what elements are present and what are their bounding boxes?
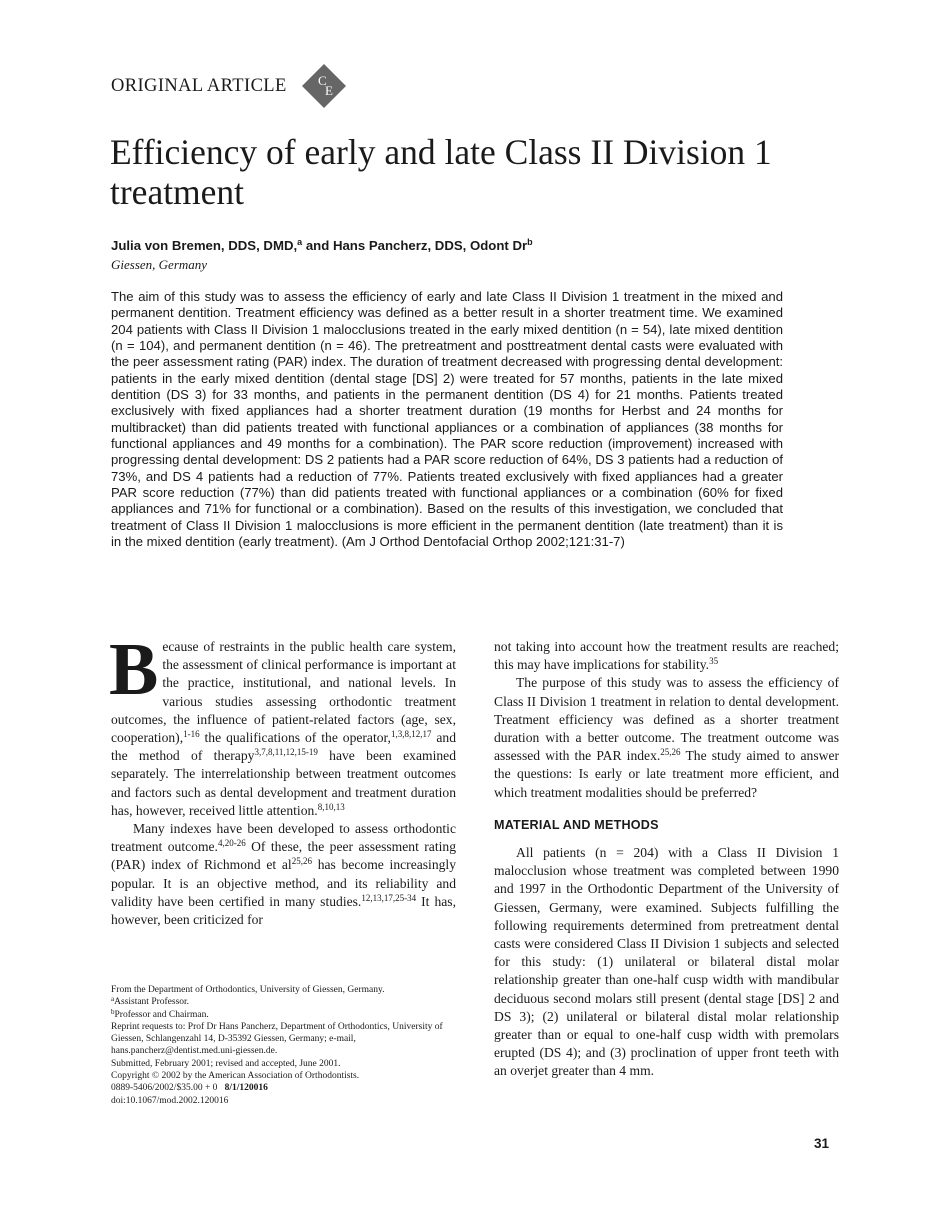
section-label: ORIGINAL ARTICLE (111, 75, 287, 96)
author-1-mark: a (297, 237, 303, 247)
ce-badge-icon (301, 63, 347, 109)
methods-paragraph: All patients (n = 204) with a Class II Division 1 malocclusion whose treatment was completed between 1990 and 1997 in the Orthodontic Department of the University of Giessen, Germany, were examined. Subjects fulfilling the following requirements determined from pretreatment dental casts were considered Class II Division 1 subjects and selected for this study: (1) unilateral or bilateral distal molar relationship greater than one-half cusp width with mandibular deciduous second molars still present (dental stage [DS] 2 and DS 3); (2) unilateral or bilateral distal molar relationship greater than or equal to one-half cusp width with premolars erupted (DS 4); and (3) proclination of upper front teeth with an overjet greater than 4 mm. (494, 845, 839, 1079)
footnote-price: 0889-5406/2002/$35.00 + 0 8/1/120016 (111, 1083, 268, 1094)
author-2: Hans Pancherz, DDS, Odont Dr (332, 238, 528, 253)
intro-paragraph: Because of restraints in the public health care system, the assessment of clinical performance is important at the practice, institutional, and national levels. In various studies assessing orthodontic treatment outcomes, the influence of patient-related factors (age, sex, cooperation),$^{1-16}$ the qualifications of the operator,$^{1,3,8,12,17}$ and the method of therapy$^{3,7,8,11,12,15-19}$ have been examined separately. The interrelationship between treatment outcomes and factors such as dental development and treatment duration has, however, received little attention.$^{8,10,13}$ (109, 629, 456, 818)
indexes-paragraph: Many indexes have been developed to assess orthodontic treatment outcome.$^{4,20-26}$ Of these, the peer assessment rating (PAR) index of Richmond et al$^{25,26}$ has become increasingly popular. It is an objective method, and its reliability and validity have been certified in many studies.$^{12,13,17,25-34}$ It has, however, been criticized for (111, 821, 456, 928)
body-column-left (109, 629, 456, 929)
methods-heading: MATERIAL AND METHODS (494, 817, 659, 832)
badge-letter-c: C (317, 73, 327, 88)
footnote-department: From the Department of Orthodontics, University of Giessen, Germany. (111, 985, 385, 995)
citation: 12,13,17,25-34 (361, 892, 417, 903)
page-number: 31 (814, 1136, 830, 1151)
author-1: Julia von Bremen, DDS, DMD, (111, 238, 298, 253)
article-title: Efficiency of early and late Class II Division 1 treatment (110, 132, 772, 212)
citation: 1-16 (183, 729, 200, 740)
citation: 1,3,8,12,17 (390, 729, 432, 740)
footnote-doi: doi:10.1067/mod.2002.120016 (111, 1095, 229, 1106)
footnotes (111, 984, 456, 1107)
citation: 4,20-26 (217, 838, 246, 849)
indexes-paragraph-continued: not taking into account how the treatment results are reached; this may have implications for stability.$^{35}$ (494, 639, 839, 673)
author-connector: and (302, 238, 333, 253)
citation: 8,10,13 (317, 801, 345, 812)
citation: 25,26 (660, 747, 681, 758)
body-column-right (494, 638, 839, 1081)
footnote-submitted: Submitted, February 2001; revised and accepted, June 2001. (111, 1058, 341, 1069)
citation: 35 (709, 656, 719, 667)
purpose-paragraph: The purpose of this study was to assess the efficiency of Class II Division 1 treatment in relation to dental development. Treatment efficiency was defined as a shorter treatment duration with a better outcome. The treatment outcome was assessed with the PAR index.$^{25,26}$ The study aimed to answer the questions: Is early or late treatment more efficient, and which treatment modalities should be preferred? (494, 675, 839, 800)
footnote-b: $^b$Professor and Chairman. (111, 1007, 209, 1020)
abstract: The aim of this study was to assess the efficiency of early and late Class II Division 1 treatment in the mixed and permanent dentition. Treatment efficiency was defined as a better result in a shorter treatment time. We examined 204 patients with Class II Division 1 malocclusions treated in the early mixed dentition (n = 54), late mixed dentition (n = 104), and permanent dentition (n = 46). The pretreatment and posttreatment dental casts were evaluated with the peer assessment rating (PAR) index. The duration of treatment decreased with progressing dental development: patients in the early mixed dentition (dental stage [DS] 2) were treated for 57 months, patients in the late mixed dentition (DS 3) for 33 months, and patients in the permanent dentition (DS 4) for 21 months. Patients treated exclusively with fixed appliances had a shorter treatment duration (19 months for Herbst and 24 months for multibracket) than did patients treated with functional appliances or a combination of appliances (38 months for functional appliances and 49 months for a combination). The PAR score reduction (improvement) increased with progressing dental development: DS 2 patients had a PAR score reduction of 64%, DS 3 patients had a reduction of 73%, and DS 4 patients had a reduction of 77%. Patients treated exclusively with fixed appliances had a greater PAR score reduction (77%) than did patients treated with functional appliances or a combination (60% for fixed appliances and 71% for functional or a combination). Based on the results of this investigation, we concluded that treatment of Class II Division 1 malocclusions is more efficient in the permanent dentition (late treatment) than it is in the mixed dentition (early treatment). (Am J Orthod Dentofacial Orthop 2002;121:31-7) (111, 289, 783, 550)
author-location: Giessen, Germany (111, 257, 208, 272)
footnote-a: $^a$Assistant Professor. (111, 995, 190, 1008)
drop-cap: B (109, 629, 159, 711)
article-header (111, 66, 347, 106)
badge-letter-e: E (324, 83, 333, 98)
author-2-mark: b (527, 237, 533, 247)
footnote-copyright: Copyright © 2002 by the American Association of Orthodontists. (111, 1071, 360, 1082)
footnote-reprint: Reprint requests to: Prof Dr Hans Pancherz, Department of Orthodontics, University of Giessen, Schlangenzahl 14, D-35392 Giessen, Germany; e-mail, hans.pancherz@dentist.med.uni-giessen.de. (111, 1021, 443, 1057)
citation: 3,7,8,11,12,15-19 (254, 747, 318, 758)
citation: 25,26 (291, 856, 312, 867)
author-line (111, 237, 533, 253)
